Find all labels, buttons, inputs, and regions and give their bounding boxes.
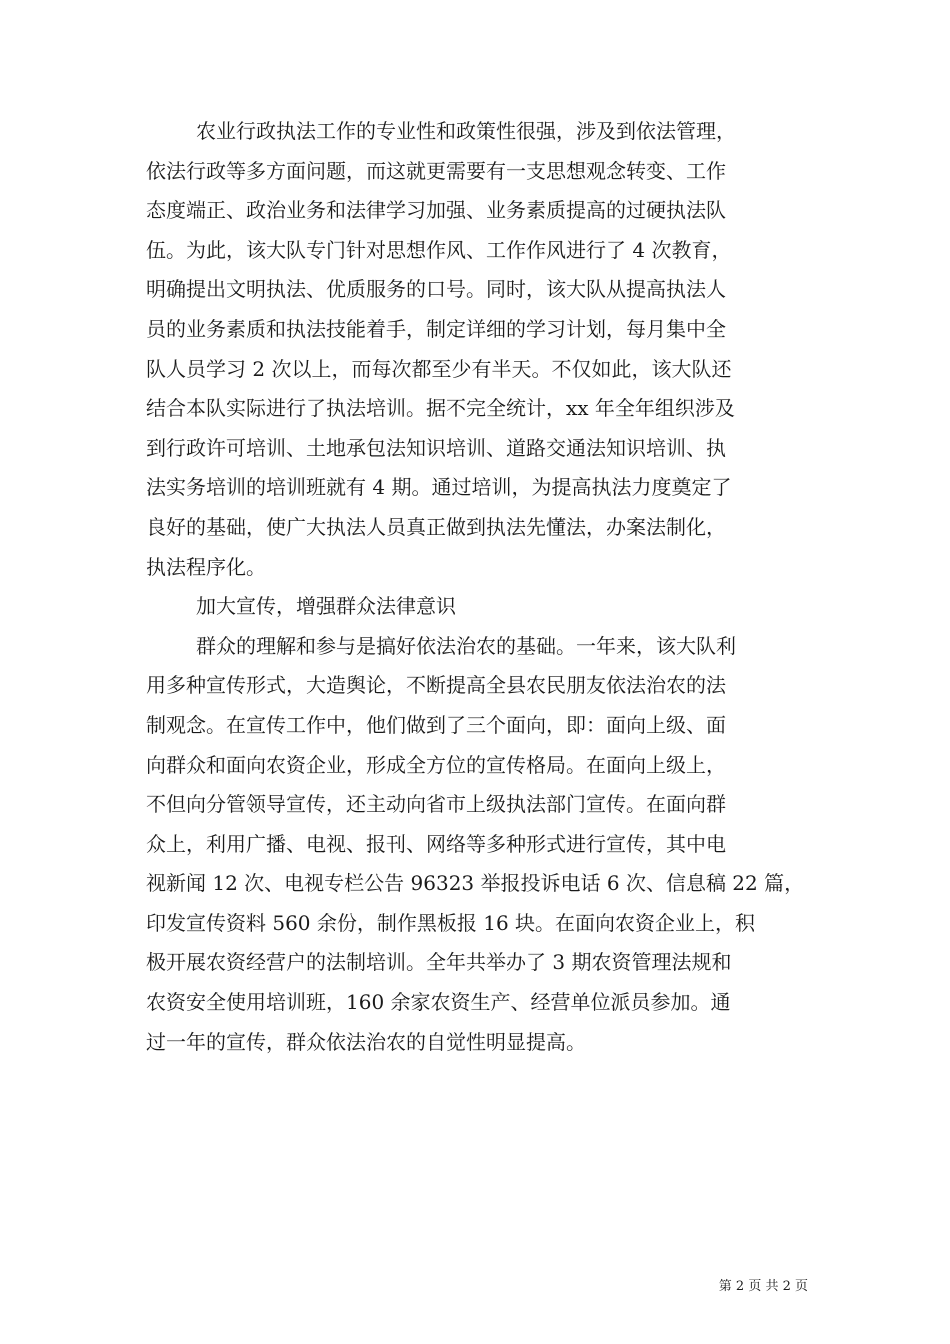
paragraph-1-line-3: 态度端正、政治业务和法律学习加强、业务素质提高的过硬执法队 xyxy=(146,198,726,223)
paragraph-2-line-10: 农资安全使用培训班，160 余家农资生产、经营单位派员参加。通 xyxy=(146,990,731,1015)
paragraph-1-line-2: 依法行政等多方面问题，而这就更需要有一支思想观念转变、工作 xyxy=(146,158,726,183)
paragraph-1-line-11: 良好的基础，使广大执法人员真正做到执法先懂法，办案法制化， xyxy=(146,514,726,539)
paragraph-2-line-2: 用多种宣传形式，大造舆论，不断提高全县农民朋友依法治农的法 xyxy=(146,673,726,698)
paragraph-2-line-5: 不但向分管领导宣传，还主动向省市上级执法部门宣传。在面向群 xyxy=(146,792,726,817)
paragraph-1-line-9: 到行政许可培训、土地承包法知识培训、道路交通法知识培训、执 xyxy=(146,435,726,460)
paragraph-2-line-1: 群众的理解和参与是搞好依法治农的基础。一年来，该大队利 xyxy=(196,633,736,658)
document-body xyxy=(146,112,818,1062)
page-number: 第 2 页 共 2 页 xyxy=(718,1279,808,1294)
section-heading: 加大宣传，增强群众法律意识 xyxy=(196,594,456,619)
paragraph-1-line-8: 结合本队实际进行了执法培训。据不完全统计，xx 年全年组织涉及 xyxy=(146,396,735,421)
paragraph-2-line-11: 过一年的宣传，群众依法治农的自觉性明显提高。 xyxy=(146,1029,586,1054)
paragraph-2-line-3: 制观念。在宣传工作中，他们做到了三个面向，即：面向上级、面 xyxy=(146,712,726,737)
paragraph-1-line-6: 员的业务素质和执法技能着手，制定详细的学习计划，每月集中全 xyxy=(146,316,726,341)
paragraph-2-line-7: 视新闻 12 次、电视专栏公告 96323 举报投诉电话 6 次、信息稿 22 篇， xyxy=(146,871,805,896)
paragraph-1-line-4: 伍。为此，该大队专门针对思想作风、工作作风进行了 4 次教育， xyxy=(146,237,732,262)
paragraph-1-line-1: 农业行政执法工作的专业性和政策性很强，涉及到依法管理， xyxy=(196,119,736,143)
paragraph-1-line-5: 明确提出文明执法、优质服务的口号。同时，该大队从提高执法人 xyxy=(146,277,726,302)
paragraph-1-line-10: 法实务培训的培训班就有 4 期。通过培训，为提高执法力度奠定了 xyxy=(146,475,732,500)
paragraph-1-line-12: 执法程序化。 xyxy=(146,554,266,579)
paragraph-2-line-8: 印发宣传资料 560 余份，制作黑板报 16 块。在面向农资企业上，积 xyxy=(146,910,756,935)
paragraph-2-line-6: 众上，利用广播、电视、报刊、网络等多种形式进行宣传，其中电 xyxy=(146,831,726,856)
paragraph-2-line-9: 极开展农资经营户的法制培训。全年共举办了 3 期农资管理法规和 xyxy=(146,950,732,975)
paragraph-1-line-7: 队人员学习 2 次以上，而每次都至少有半天。不仅如此，该大队还 xyxy=(146,356,732,381)
paragraph-2-line-4: 向群众和面向农资企业，形成全方位的宣传格局。在面向上级上， xyxy=(146,752,726,777)
